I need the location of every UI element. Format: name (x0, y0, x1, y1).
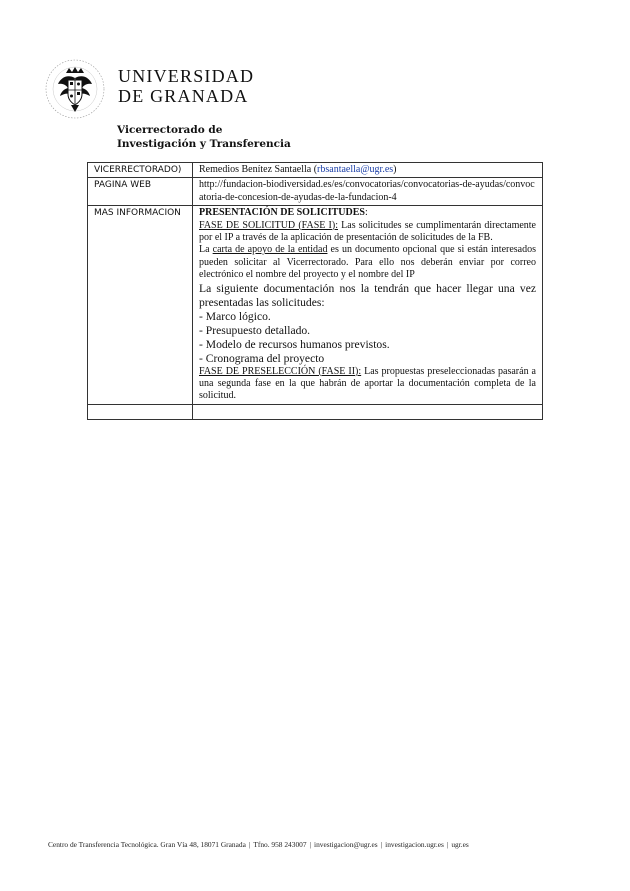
phase2-title: FASE DE PRESELECCIÓN (FASE II): (199, 365, 362, 377)
phase2-text: Las propuestas preseleccionadas pasarán a una segunda fase en la que habrán de aportar la documentación completa de la solicitud. (199, 365, 536, 402)
contact-close-paren: ) (393, 164, 397, 175)
vicerrectorado-line2: Investigación y Transferencia (117, 138, 291, 150)
empty-cell (88, 404, 193, 419)
footer-separator: | (309, 840, 312, 849)
web-url: http://fundacion-biodiversidad.es/es/convocatorias/convocatorias-de-ayudas/convocatoria-de-concesion-de-ayudas-de-la-fundacion-4 (193, 178, 543, 206)
list-item: - Modelo de recursos humanos previstos. (199, 337, 390, 351)
empty-cell (193, 404, 543, 419)
university-name (118, 66, 254, 106)
phase1-paragraph (199, 220, 536, 245)
carta-paragraph: La carta de apoyo de la entidad es un documento opcional que si están interesados pueden solicitar al Vicerrectorado. Para ello nos deberán enviar por correo electrónico el nombre del proyecto y el nombre del IP (199, 244, 537, 281)
university-name-line1: UNIVERSIDAD (118, 66, 255, 86)
footer-separator: | (446, 840, 449, 849)
list-item: - Marco lógico. (199, 309, 271, 323)
footer-phone: Tfno. 958 243007 (253, 840, 307, 849)
list-item: - Presupuesto detallado. (199, 323, 311, 337)
info-table (87, 162, 543, 420)
phase1-text: Las solicitudes se cumplimentarán directamente por el IP a través de la aplicación de presentación de solicitudes de la FB. (199, 219, 536, 244)
table-row (88, 178, 543, 206)
university-name-line2: DE GRANADA (118, 86, 249, 106)
table-row-empty (88, 404, 543, 419)
footer-web-short: ugr.es (451, 840, 469, 849)
footer-web: investigacion.ugr.es (385, 840, 444, 849)
vicerrectorado-line1: Vicerrectorado de (117, 124, 223, 136)
carta-link: carta de apoyo de la entidad (212, 244, 328, 256)
footer-separator: | (248, 840, 251, 849)
footer-email: investigacion@ugr.es (314, 840, 378, 849)
row-label: VICERRECTORADO) (88, 163, 193, 178)
contact-value (193, 163, 543, 178)
docs-intro: La siguiente documentación nos la tendrán que hacer llegar una vez presentadas las solicitudes: (199, 281, 536, 309)
phase2-paragraph (199, 366, 536, 403)
row-label: PAGINA WEB (88, 178, 193, 206)
university-seal-logo (44, 58, 106, 120)
list-item: - Cronograma del proyecto (199, 351, 325, 365)
section-heading: PRESENTACIÓN DE SOLICITUDES: (199, 207, 368, 219)
contact-email-link[interactable]: rbsantaella@ugr.es (317, 164, 394, 175)
footer-separator: | (380, 840, 383, 849)
vicerrectorado-title (117, 123, 291, 151)
table-row (88, 206, 543, 405)
contact-name: Remedios Benítez Santaella ( (199, 164, 318, 175)
row-label: MAS INFORMACION (88, 206, 193, 405)
footer-address: Centro de Transferencia Tecnológica. Gran Vía 48, 18071 Granada (48, 840, 246, 849)
page-footer (48, 840, 588, 849)
phase1-title: FASE DE SOLICITUD (FASE I): (199, 219, 338, 231)
more-info-value (193, 206, 543, 405)
table-row (88, 163, 543, 178)
